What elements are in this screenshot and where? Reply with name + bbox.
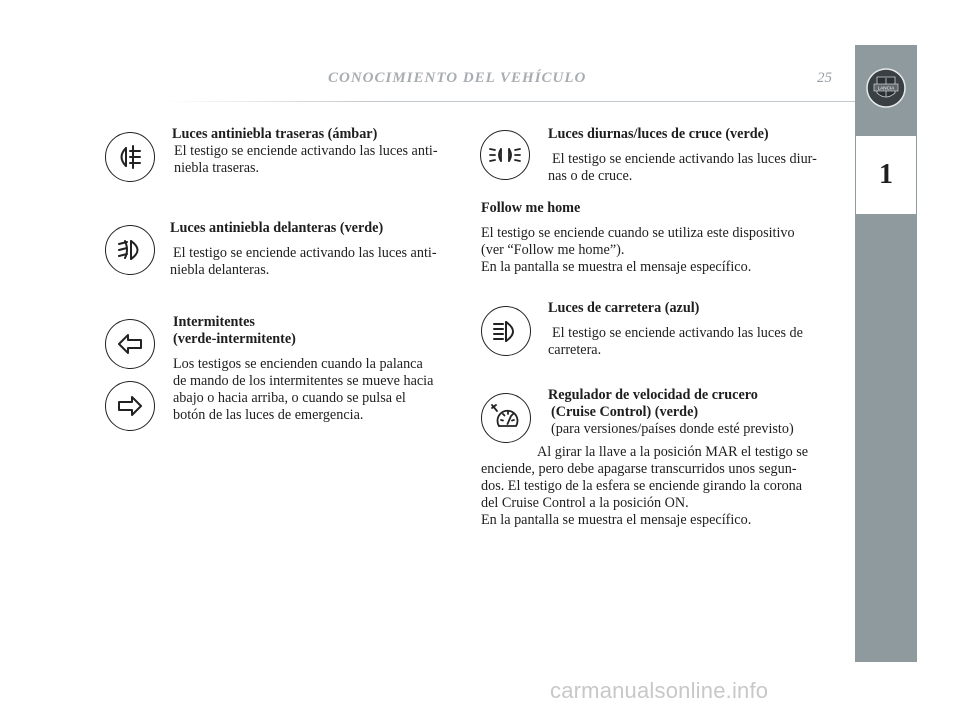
front-fog-text-line: niebla delanteras.	[170, 262, 270, 278]
high-beam-icon	[481, 306, 531, 356]
lancia-logo-icon	[865, 67, 907, 109]
turn-indicator-title: (verde-intermitente)	[173, 331, 296, 347]
left-turn-arrow-icon	[105, 319, 155, 369]
turn-indicator-text-line: abajo o hacia arriba, o cuando se pulsa el	[173, 390, 406, 406]
page-header-title: CONOCIMIENTO DEL VEHÍCULO	[328, 70, 587, 86]
cruise-control-text-line: dos. El testigo de la esfera se enciende girando la corona	[481, 478, 803, 494]
sidebar-logo-area	[855, 45, 917, 131]
cruise-control-title: (Cruise Control) (verde)	[551, 404, 699, 420]
follow-me-home-text-line: (ver “Follow me home”).	[481, 242, 625, 258]
turn-indicator-text-line: Los testigos se encienden cuando la palanca	[173, 356, 423, 372]
turn-indicator-text-line: botón de las luces de emergencia.	[173, 407, 364, 423]
cruise-control-subtitle: (para versiones/países donde esté previsto)	[551, 421, 794, 437]
high-beam-text-line: carretera.	[548, 342, 602, 358]
rear-fog-title: Luces antiniebla traseras (ámbar)	[172, 126, 378, 142]
header-divider	[165, 101, 855, 102]
cruise-control-body	[481, 444, 831, 529]
daytime-lights-title: Luces diurnas/luces de cruce (verde)	[548, 126, 769, 142]
cruise-control-text-line: enciende, pero debe apagarse transcurridos unos segun-	[481, 461, 797, 477]
high-beam-title: Luces de carretera (azul)	[548, 300, 700, 316]
logo-lettering: LANCIA	[877, 85, 895, 91]
follow-me-home-title: Follow me home	[481, 200, 581, 216]
cruise-control-heading	[548, 387, 833, 438]
cruise-control-text-line: Al girar la llave a la posición MAR el testigo se	[537, 444, 809, 460]
front-fog-text-line: El testigo se enciende activando las luces anti-	[173, 245, 437, 261]
chapter-sidebar	[855, 45, 917, 662]
front-fog-title: Luces antiniebla delanteras (verde)	[170, 220, 384, 236]
turn-indicator-section	[173, 314, 453, 424]
follow-me-home-section	[481, 200, 831, 276]
daytime-lights-section	[548, 126, 833, 185]
page-number: 25	[817, 70, 832, 86]
rear-fog-text-line: niebla traseras.	[174, 160, 260, 176]
high-beam-section	[548, 300, 833, 359]
follow-me-home-text-line: El testigo se enciende cuando se utiliza este dispositivo	[481, 225, 795, 241]
cruise-control-title: Regulador de velocidad de crucero	[548, 387, 758, 403]
rear-fog-light-icon	[105, 132, 155, 182]
cruise-control-text-line: En la pantalla se muestra el mensaje específico.	[481, 512, 752, 528]
chapter-number: 1	[855, 135, 917, 215]
cruise-control-text-line: del Cruise Control a la posición ON.	[481, 495, 689, 511]
turn-indicator-text-line: de mando de los intermitentes se mueve hacia	[173, 373, 434, 389]
site-watermark: carmanualsonline.info	[550, 678, 769, 703]
rear-fog-section	[172, 126, 457, 177]
daytime-running-lights-icon	[480, 130, 530, 180]
high-beam-text-line: El testigo se enciende activando las luces de	[552, 325, 803, 341]
daytime-lights-text-line: El testigo se enciende activando las luces diur-	[552, 151, 817, 167]
follow-me-home-text-line: En la pantalla se muestra el mensaje específico.	[481, 259, 752, 275]
rear-fog-text-line: El testigo se enciende activando las luces anti-	[174, 143, 438, 159]
front-fog-section	[170, 220, 457, 279]
front-fog-light-icon	[105, 225, 155, 275]
turn-indicator-title: Intermitentes	[173, 314, 255, 330]
daytime-lights-text-line: nas o de cruce.	[548, 168, 633, 184]
cruise-control-icon	[481, 393, 531, 443]
right-turn-arrow-icon	[105, 381, 155, 431]
